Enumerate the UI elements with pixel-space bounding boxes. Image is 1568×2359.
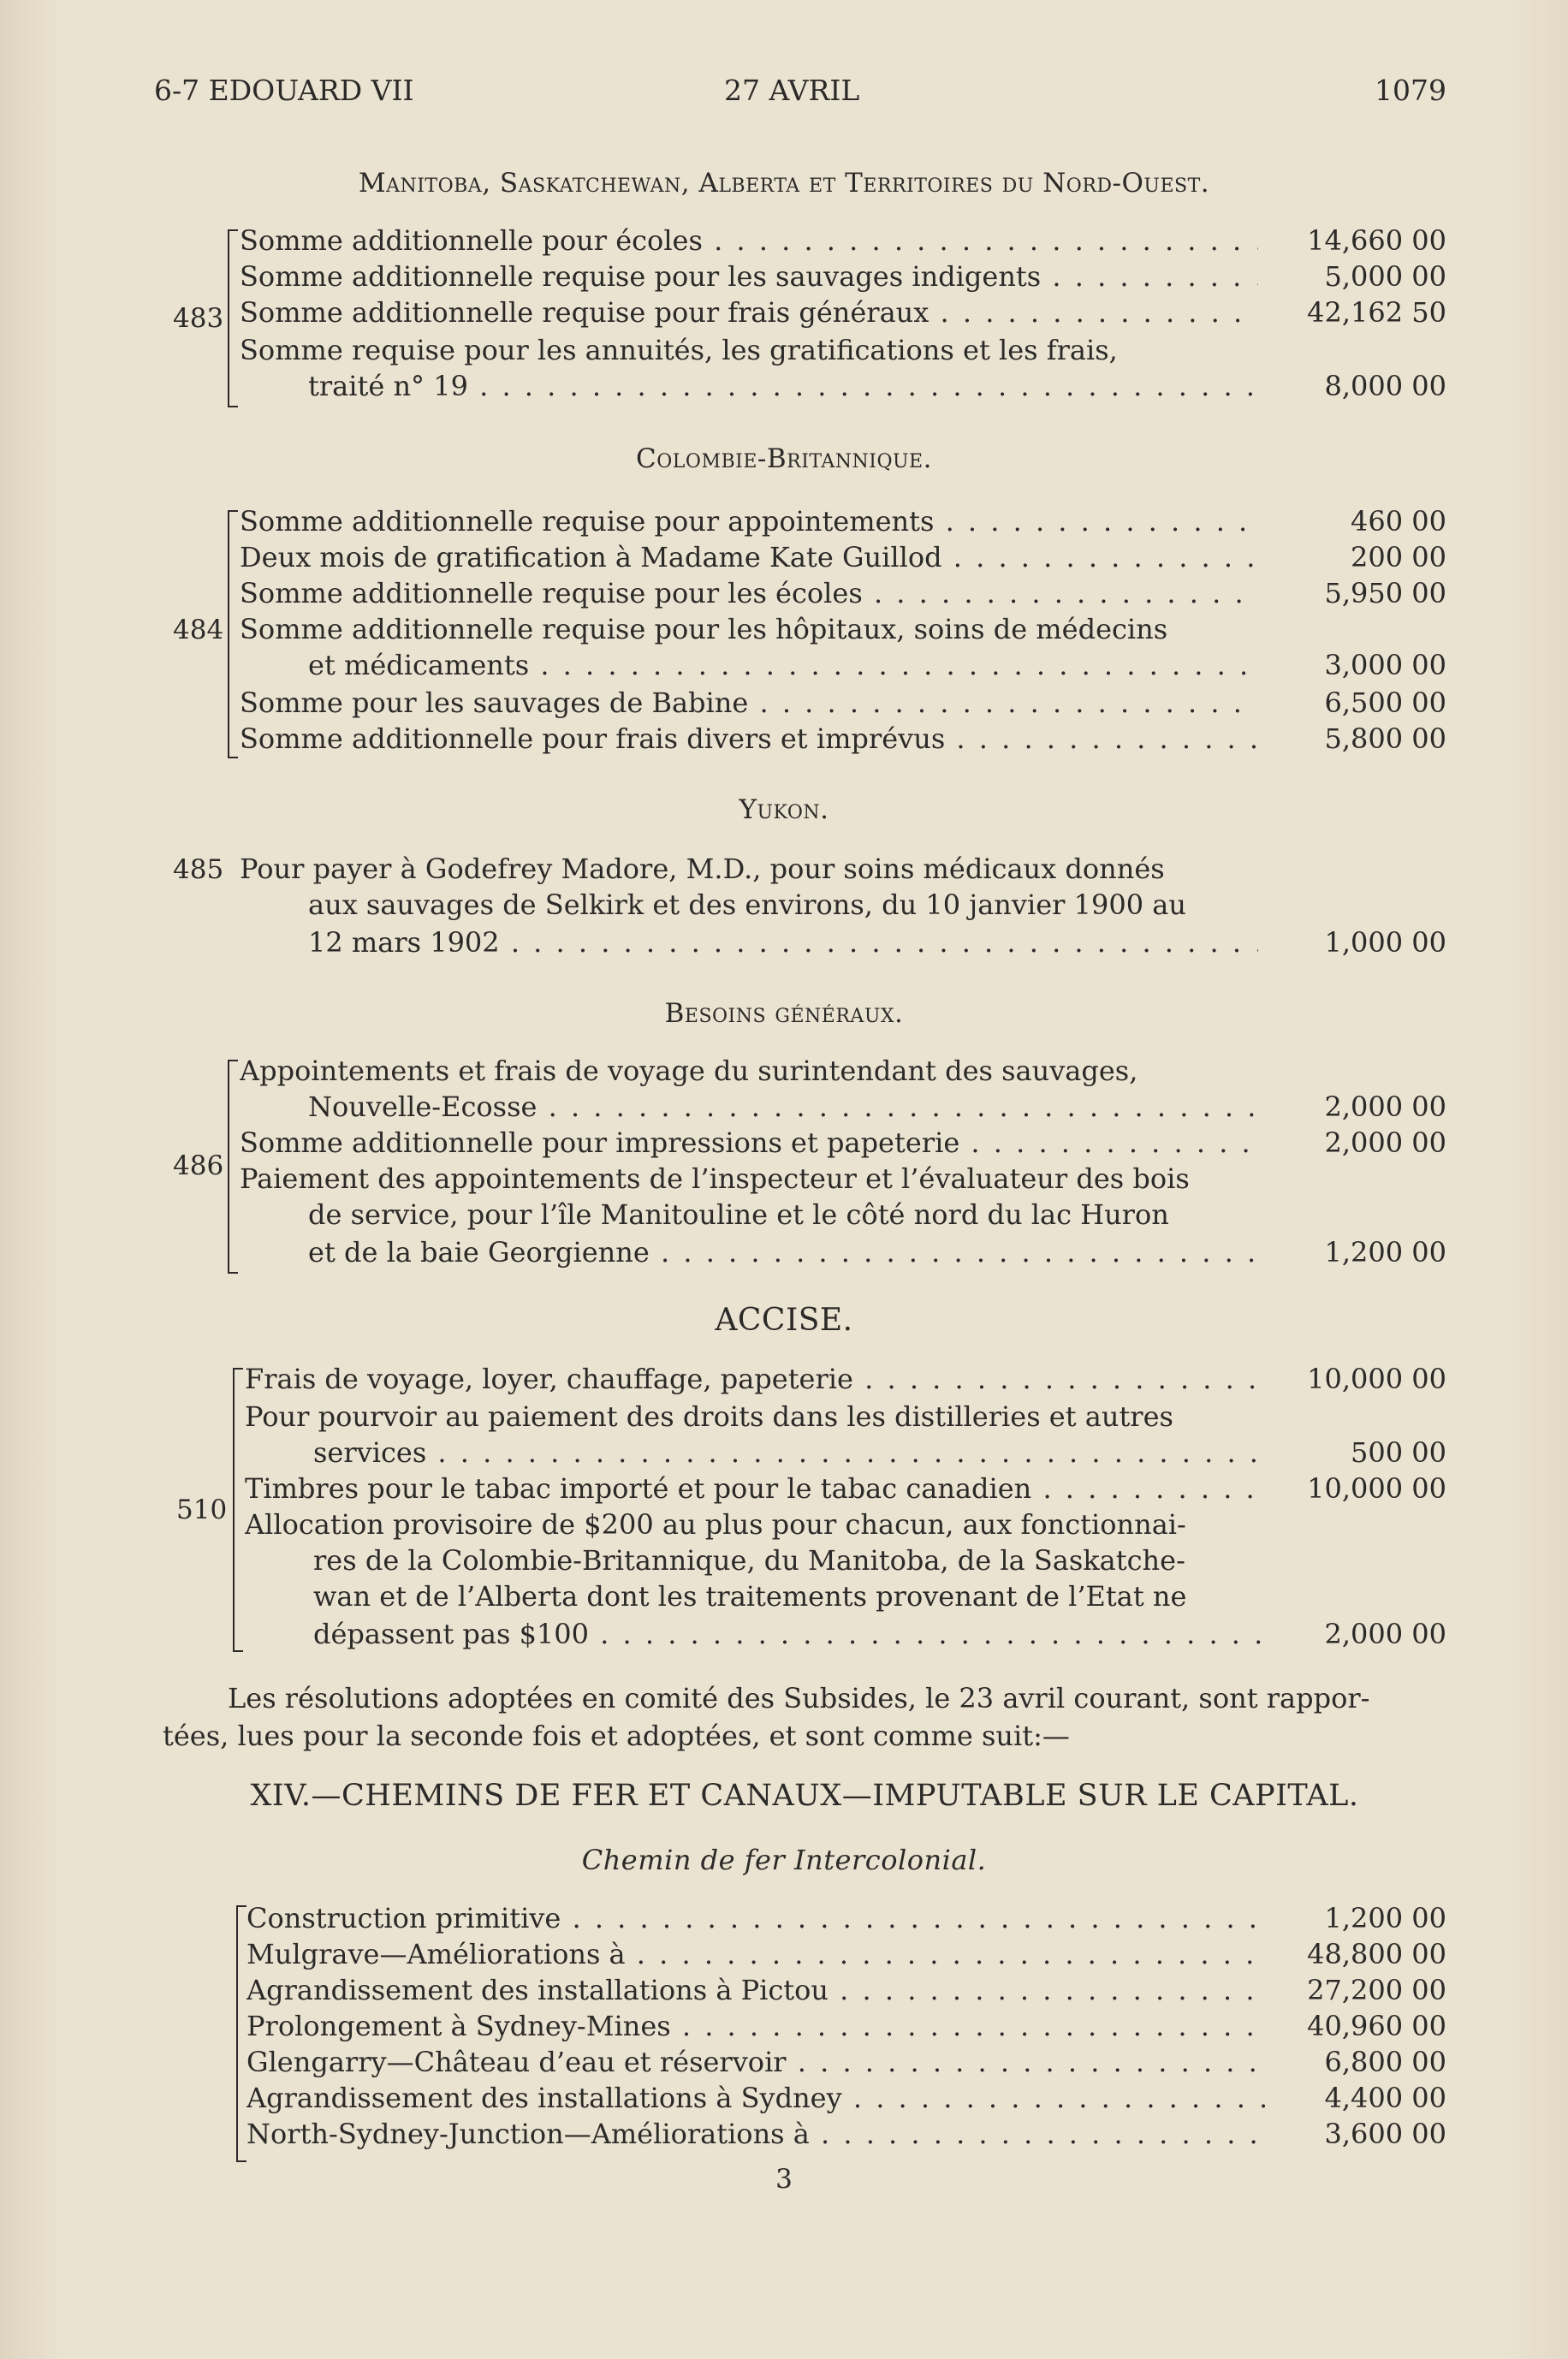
list-item: Pour pourvoir au paiement des droits dans les distilleries et autres [245, 1400, 1173, 1433]
item-number-510: 510 [176, 1494, 228, 1525]
running-head [0, 74, 1568, 108]
list-item: Somme additionnelle requise pour appointements . . . 460 00 [240, 505, 1446, 539]
item-number-485: 485 [173, 854, 224, 885]
list-item: North-Sydney-Junction—Améliorations à . . . 3,600 00 [246, 2118, 1446, 2152]
list-item: res de la Colombie-Britannique, du Manitoba, de la Saskatche- [313, 1544, 1185, 1577]
list-item: Prolongement à Sydney-Mines . . . 40,960 00 [246, 2010, 1446, 2044]
list-item: Timbres pour le tabac importé et pour le tabac canadien . . . 10,000 00 [245, 1472, 1446, 1506]
list-item: Nouvelle-Ecosse . . . 2,000 00 [240, 1090, 1446, 1125]
list-item: Somme additionnelle pour impressions et papeterie . . . 2,000 00 [240, 1126, 1446, 1161]
section-heading-colombie: Colombie-Britannique. [636, 443, 932, 474]
section-heading-xiv: XIV.—CHEMINS DE FER ET CANAUX—IMPUTABLE SUR LE CAPITAL. [250, 1779, 1359, 1813]
paragraph-line: tées, lues pour la seconde fois et adoptées, et sont comme suit:— [163, 1720, 1070, 1752]
list-item: Somme additionnelle requise pour les hôpitaux, soins de médecins [240, 613, 1168, 645]
list-item: Somme additionnelle requise pour les sauvages indigents . . . 5,000 00 [240, 260, 1446, 294]
list-item: Glengarry—Château d’eau et réservoir . . . 6,800 00 [246, 2046, 1446, 2080]
list-item: aux sauvages de Selkirk et des environs, du 10 janvier 1900 au [308, 888, 1186, 921]
list-item: Frais de voyage, loyer, chauffage, papeterie . . . 10,000 00 [245, 1363, 1446, 1397]
list-item: Construction primitive . . . 1,200 00 [246, 1902, 1446, 1936]
list-item: Somme pour les sauvages de Babine . . . 6,500 00 [240, 686, 1446, 721]
list-item: Somme additionnelle pour frais divers et imprévus . . . 5,800 00 [240, 722, 1446, 757]
list-item: Deux mois de gratification à Madame Kate Guillod . . . 200 00 [240, 541, 1446, 575]
list-item: Paiement des appointements de l’inspecteur et l’évaluateur des bois [240, 1162, 1190, 1195]
list-item: Somme additionnelle requise pour les écoles . . . 5,950 00 [240, 577, 1446, 611]
date-label: 27 AVRIL [724, 74, 860, 107]
list-item: Somme additionnelle pour écoles . . . 14,660 00 [240, 224, 1446, 258]
paragraph-line: Les résolutions adoptées en comité des Subsides, le 23 avril courant, sont rappor- [228, 1682, 1370, 1714]
page-number: 1079 [1375, 74, 1446, 107]
resolution-paragraph [163, 1679, 1451, 1755]
item-number-486: 486 [173, 1150, 224, 1181]
section-heading-manitoba: Manitoba, Saskatchewan, Alberta et Territoires du Nord-Ouest. [358, 168, 1210, 199]
item-number-483: 483 [173, 303, 224, 334]
list-item: et médicaments . . . 3,000 00 [240, 649, 1446, 683]
list-item: Pour payer à Godefrey Madore, M.D., pour soins médicaux donnés [240, 853, 1165, 885]
item-number-484: 484 [173, 615, 224, 645]
folio-number: 3 [775, 2164, 793, 2195]
section-heading-besoins: Besoins généraux. [664, 998, 904, 1029]
list-item: Agrandissement des installations à Pictou . . . 27,200 00 [246, 1974, 1446, 2008]
list-item: Mulgrave—Améliorations à . . . 48,800 00 [246, 1938, 1446, 1972]
list-item: Somme requise pour les annuités, les gratifications et les frais, [240, 334, 1118, 366]
section-heading-accise: ACCISE. [715, 1303, 853, 1338]
list-item: services . . . 500 00 [245, 1436, 1446, 1471]
list-item: et de la baie Georgienne . . . 1,200 00 [240, 1236, 1446, 1270]
list-item: Somme additionnelle requise pour frais généraux . . . 42,162 50 [240, 296, 1446, 330]
section-heading-yukon: Yukon. [739, 794, 829, 825]
list-item: Allocation provisoire de $200 au plus pour chacun, aux fonctionnai- [245, 1508, 1186, 1541]
list-item: wan et de l’Alberta dont les traitements provenant de l’Etat ne [313, 1580, 1187, 1613]
subsection-heading-intercolonial: Chemin de fer Intercolonial. [581, 1844, 987, 1876]
list-item: Appointements et frais de voyage du surintendant des sauvages, [240, 1055, 1138, 1087]
list-item: traité n° 19 . . . 8,000 00 [240, 370, 1446, 404]
list-item: Agrandissement des installations à Sydney . . . 4,400 00 [246, 2082, 1446, 2116]
session-label: 6-7 EDOUARD VII [154, 74, 414, 107]
list-item: de service, pour l’île Manitouline et le côté nord du lac Huron [308, 1198, 1169, 1231]
list-item: 12 mars 1902 . . . 1,000 00 [240, 926, 1446, 960]
list-item: dépassent pas $100 . . . 2,000 00 [245, 1618, 1446, 1652]
